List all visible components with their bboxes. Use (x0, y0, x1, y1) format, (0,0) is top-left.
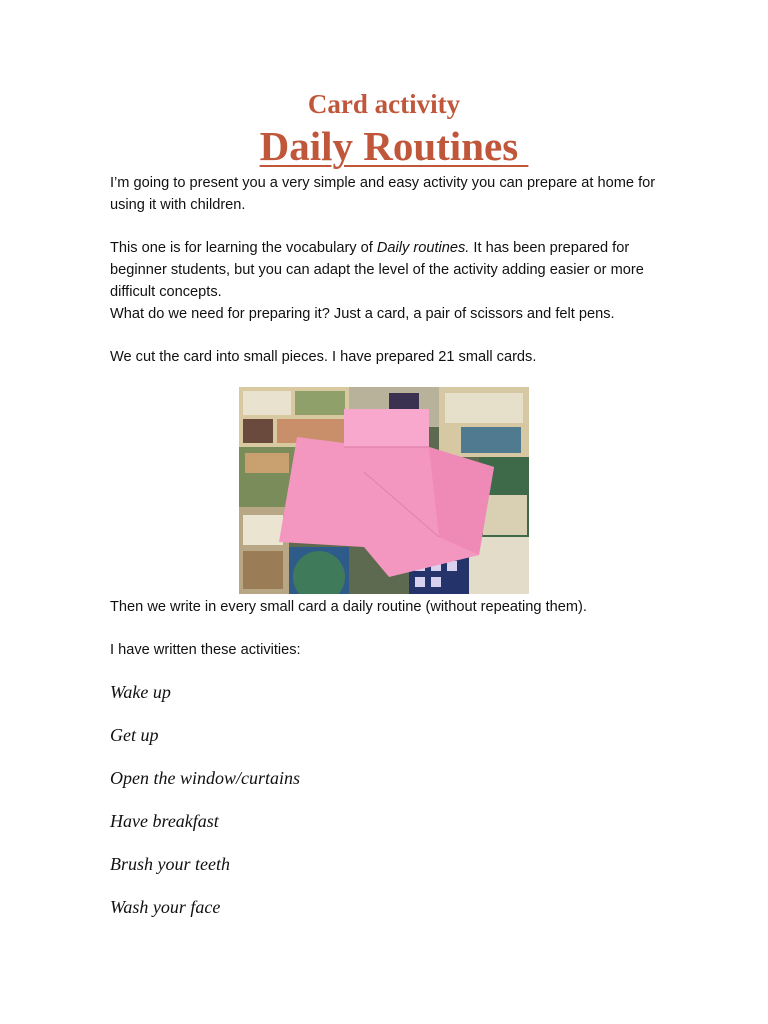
pink-cards-photo (239, 387, 529, 594)
vocab-italic-term: Daily routines. (376, 240, 470, 256)
vocab-text-before: This one is for learning the vocabulary of (110, 240, 377, 256)
written-paragraph: I have written these activities: (110, 642, 301, 658)
page-title-text: Daily Routines (259, 123, 529, 169)
photo-illustration (239, 387, 529, 594)
routines-list (110, 678, 300, 936)
routine-item: Wash your face (110, 897, 221, 917)
routine-item: Have breakfast (110, 811, 219, 831)
intro-paragraph: I’m going to present you a very simple and easy activity you can prepare at home for using it with children. (110, 175, 656, 213)
vocab-paragraph (110, 237, 670, 325)
cut-paragraph: We cut the card into small pieces. I have prepared 21 small cards. (110, 349, 537, 365)
subtitle: Card activity (307, 89, 461, 119)
needs-text: What do we need for preparing it? Just a card, a pair of scissors and felt pens. (110, 306, 615, 322)
write-paragraph: Then we write in every small card a daily routine (without repeating them). (110, 599, 587, 615)
routine-item: Brush your teeth (110, 854, 230, 874)
page-title (0, 122, 768, 170)
routine-item: Get up (110, 725, 159, 745)
routine-item: Open the window/curtains (110, 768, 300, 788)
routine-item: Wake up (110, 682, 171, 702)
vocab-text-after: It has been prepared for beginner students, but you can adapt the level of the activity adding easier or more difficult concepts. (110, 240, 644, 300)
